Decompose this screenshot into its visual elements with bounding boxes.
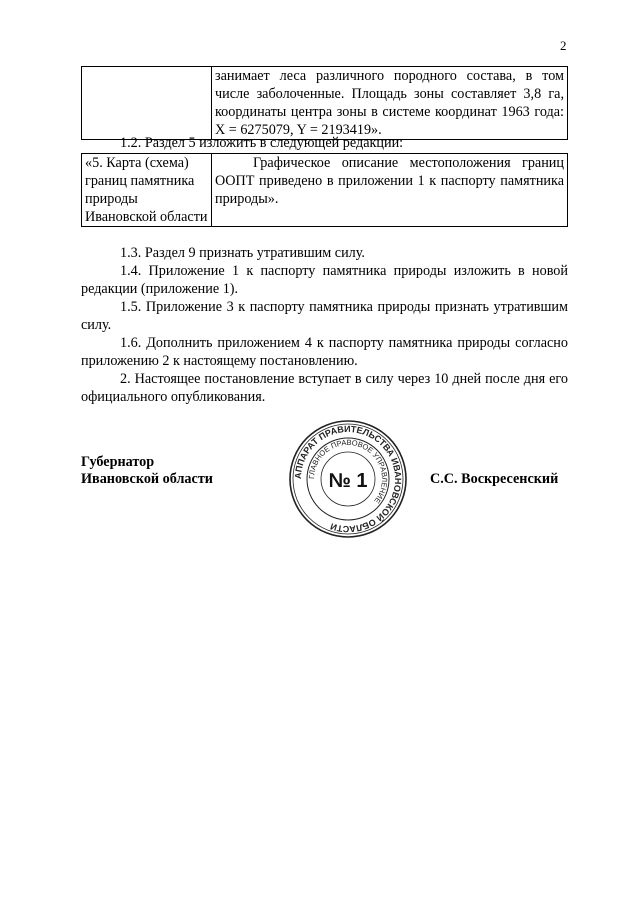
table2-left-cell: «5. Карта (схема) границ памятника природы Ивановской области xyxy=(82,154,212,227)
paragraph-1-5: 1.5. Приложение 3 к паспорту памятника природы признать утратившим силу. xyxy=(81,299,568,333)
section-5-table xyxy=(81,153,568,227)
paragraph-1-3: 1.3. Раздел 9 признать утратившим силу. xyxy=(120,245,365,261)
continued-table xyxy=(81,66,568,140)
paragraph-1-4: 1.4. Приложение 1 к паспорту памятника природы изложить в новой редакции (приложение 1). xyxy=(81,263,568,297)
signatory-title-line1: Губернатор xyxy=(81,454,155,470)
page-number: 2 xyxy=(560,38,567,53)
signatory-title xyxy=(81,454,213,488)
seal-number: № 1 xyxy=(328,470,368,492)
table1-left-cell xyxy=(82,67,212,140)
table1-right-cell: занимает леса различного породного состава, в том числе заболоченные. Площадь зоны составляет 3,8 га, координаты центра зоны в системе координат 1963 года: X = 6275079, Y = 2193419». xyxy=(212,67,568,140)
official-seal-icon xyxy=(287,418,409,540)
signatory-title-line2: Ивановской области xyxy=(81,471,213,487)
seal-inner-text: ГЛАВНОЕ ПРАВОВОЕ УПРАВЛЕНИЕ xyxy=(306,437,390,506)
paragraph-1-2: 1.2. Раздел 5 изложить в следующей редакции: xyxy=(120,135,404,151)
paragraph-2: 2. Настоящее постановление вступает в силу через 10 дней после дня его официального опубликования. xyxy=(81,371,568,405)
signatory-name: С.С. Воскресенский xyxy=(430,471,559,487)
table2-right-cell: Графическое описание местоположения границ ООПТ приведено в приложении 1 к паспорту памятника природы». xyxy=(212,154,568,227)
seal-outer-text: АППАРАТ ПРАВИТЕЛЬСТВА ИВАНОВСКОЙ ОБЛАСТИ xyxy=(292,423,404,535)
paragraph-1-6: 1.6. Дополнить приложением 4 к паспорту памятника природы согласно приложению 2 к настоящему постановлению. xyxy=(81,335,568,369)
